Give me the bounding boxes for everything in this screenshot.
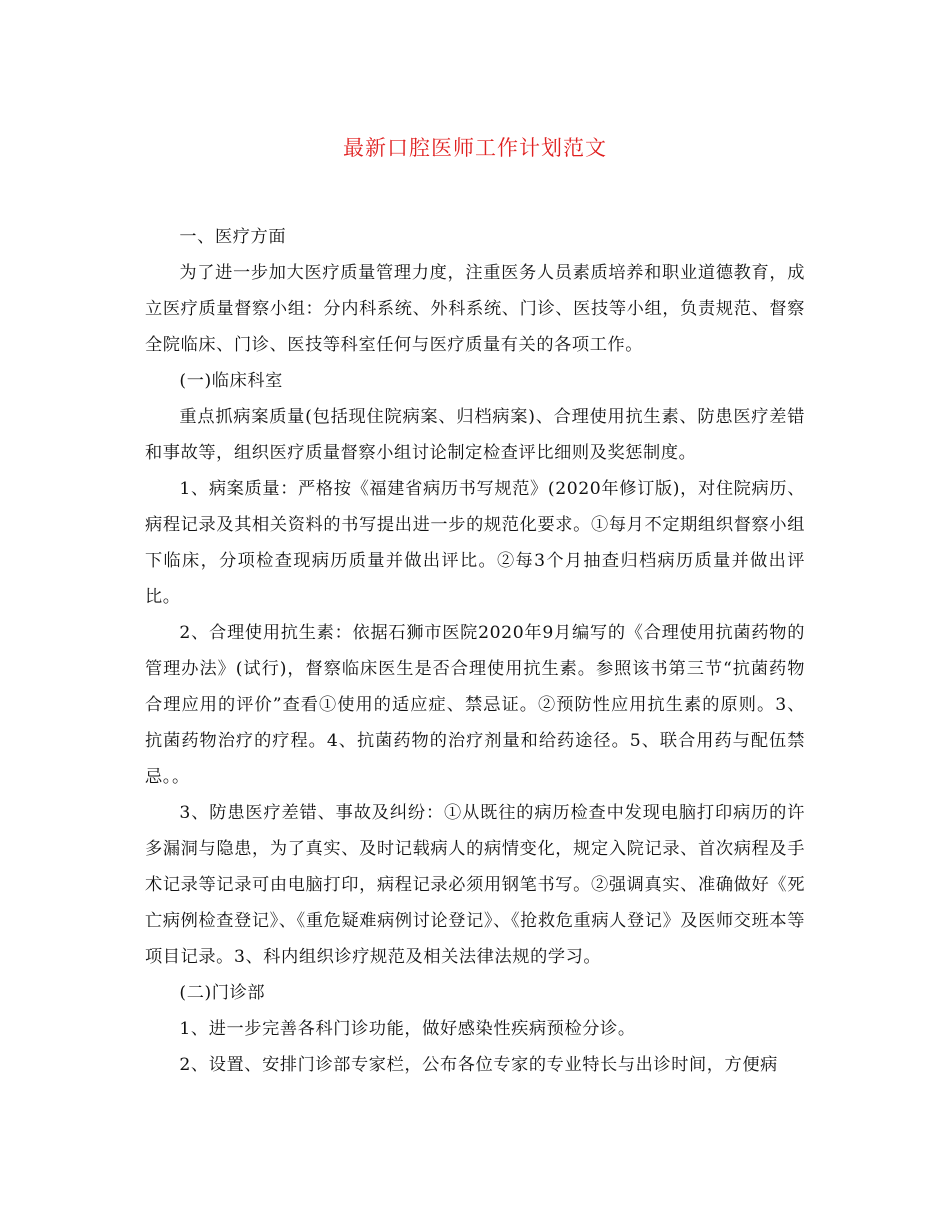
subsection-heading-outpatient: (二)门诊部 [179,983,266,1003]
paragraph-outpatient-2: 2、设置、安排门诊部专家栏，公布各位专家的专业特长与出诊时间，方便病 [179,1055,778,1075]
paragraph-error-prevention: 3、防患医疗差错、事故及纠纷：①从既往的病历检查中发现电脑打印病历的许多漏洞与隐患，为了真实、及时记载病人的病情变化，规定入院记录、首次病程及手术记录等记录可由电脑打印，病程记录必须用钢笔书写。②强调真实、准确做好《死亡病例检查登记》、《重危疑难病例讨论登记》、《抢救危重病人登记》及医师交班本等项目记录。3、科内组织诊疗规范及相关法律法规的学习。 [145,803,805,967]
section-heading-medical: 一、医疗方面 [179,227,287,247]
subsection-heading-clinical: (一)临床科室 [179,371,283,391]
paragraph-case-quality: 1、病案质量：严格按《福建省病历书写规范》(2020年修订版)，对住院病历、病程记录及其相关资料的书写提出进一步的规范化要求。①每月不定期组织督察小组下临床，分项检查现病历质量并做出评比。②每3个月抽查归档病历质量并做出评比。 [145,479,805,607]
paragraph-intro: 为了进一步加大医疗质量管理力度，注重医务人员素质培养和职业道德教育，成立医疗质量督察小组：分内科系统、外科系统、门诊、医技等小组，负责规范、督察全院临床、门诊、医技等科室任何与医疗质量有关的各项工作。 [145,263,805,355]
paragraph-antibiotics: 2、合理使用抗生素：依据石狮市医院2020年9月编写的《合理使用抗菌药物的管理办法》(试行)，督察临床医生是否合理使用抗生素。参照该书第三节“抗菌药物合理应用的评价”查看①使用的适应症、禁忌证。②预防性应用抗生素的原则。3、抗菌药物治疗的疗程。4、抗菌药物的治疗剂量和给药途径。5、联合用药与配伍禁忌。。 [145,623,805,787]
paragraph-outpatient-1: 1、进一步完善各科门诊功能，做好感染性疾病预检分诊。 [179,1019,636,1039]
paragraph-clinical-focus: 重点抓病案质量(包括现住院病案、归档病案)、合理使用抗生素、防患医疗差错和事故等，组织医疗质量督察小组讨论制定检查评比细则及奖惩制度。 [145,407,805,463]
document-body [145,219,805,1083]
document-title: 最新口腔医师工作计划范文 [343,136,607,160]
